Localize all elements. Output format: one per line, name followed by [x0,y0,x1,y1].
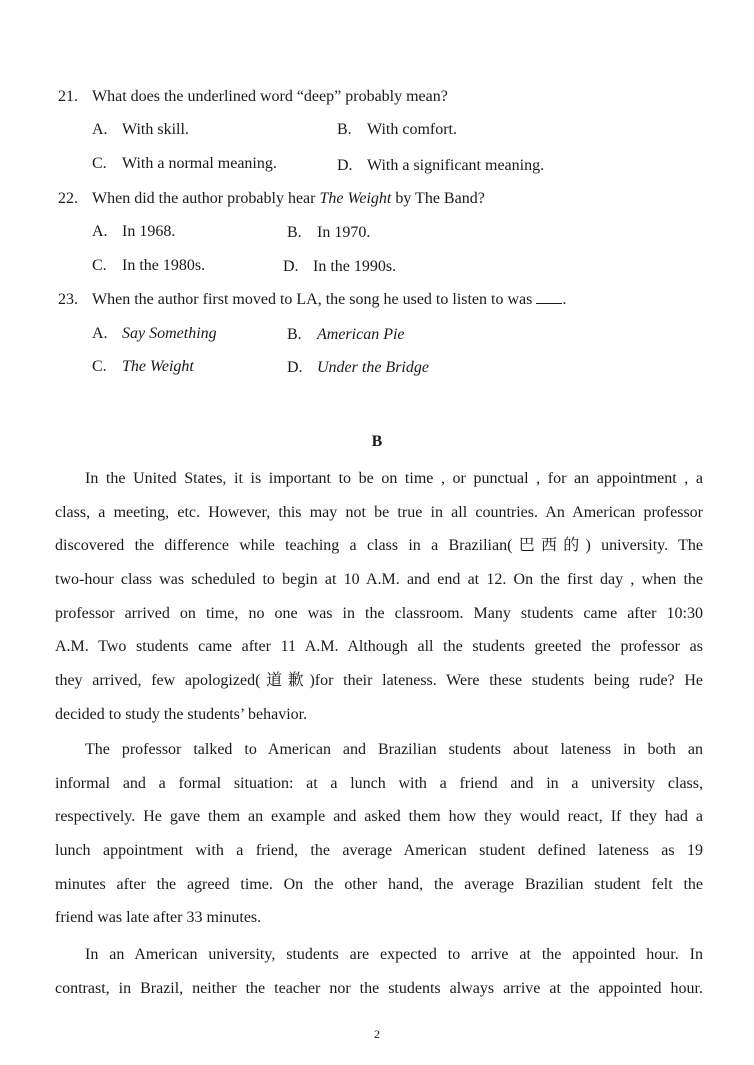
option-letter: B. [287,224,302,241]
paragraph-line: minutes after the agreed time. On the other hand, the average Brazilian student felt the [55,875,703,893]
option-letter: D. [287,359,303,376]
q22-option-a[interactable] [92,223,175,241]
question-stem-start: When did the author probably hear [92,190,320,207]
paragraph-line: A.M. Two students came after 11 A.M. Although all the students greeted the professor as [55,638,703,656]
q22-option-d[interactable] [283,258,396,276]
passage-paragraph-1 [55,462,703,732]
option-text: In the 1980s. [122,257,206,274]
option-text: With skill. [122,121,189,138]
passage-paragraph-2 [55,733,703,935]
song-title: The Weight [319,190,392,207]
option-letter: B. [337,121,352,138]
paragraph-line: discovered the difference while teaching a class in a Brazilian(巴西的) university. The [55,537,703,555]
page-number: 2 [374,1027,380,1041]
paragraph-line: two-hour class was scheduled to begin at 10 A.M. and end at 12. On the first day , when the [55,571,703,589]
option-text: The Weight [122,358,194,375]
q23-option-d[interactable] [287,359,429,377]
option-letter: A. [92,223,108,240]
q23-option-b[interactable] [287,326,405,344]
option-letter: B. [287,326,302,343]
option-text: With comfort. [367,121,457,138]
option-text: In 1970. [317,224,371,241]
q22-option-c[interactable] [92,257,205,275]
paragraph-line: friend was late after 33 minutes. [55,909,262,927]
question-stem-end: . [562,291,567,308]
q23-option-a[interactable] [92,325,217,343]
option-text: Under the Bridge [317,359,429,376]
option-letter: C. [92,257,107,274]
paragraph-line: In an American university, students are expected to arrive at the appointed hour. In [85,946,703,963]
option-letter: D. [337,157,353,174]
paragraph-line: decided to study the students’ behavior. [55,705,308,723]
passage-paragraph-3 [55,938,703,1005]
question-number: 21. [58,88,78,105]
question-22 [58,190,485,208]
option-text: In 1968. [122,223,176,240]
paragraph-line: class, a meeting, etc. However, this may not be true in all countries. An American professor [55,503,703,521]
q23-option-c[interactable] [92,358,194,376]
option-letter: C. [92,155,107,172]
q21-option-a[interactable] [92,121,189,139]
q22-option-b[interactable] [287,224,370,242]
question-21 [58,88,448,106]
option-text: American Pie [317,326,405,343]
option-text: With a significant meaning. [367,157,545,174]
paragraph-line: respectively. He gave them an example and asked them how they would react, If they had a [55,808,703,826]
paragraph-line: informal and a formal situation: at a lunch with a friend and in a university class, [55,774,703,792]
question-number: 22. [58,190,78,207]
option-letter: D. [283,258,299,275]
paragraph-line: lunch appointment with a friend, the average American student defined lateness as 19 [55,842,703,860]
option-text: With a normal meaning. [122,155,277,172]
q21-option-c[interactable] [92,155,277,173]
q21-option-d[interactable] [337,157,544,175]
option-letter: A. [92,325,108,342]
option-letter: C. [92,358,107,375]
question-23 [58,291,566,309]
paragraph-line: professor arrived on time, no one was in the classroom. Many students came after 10:30 [55,604,703,622]
option-text: Say Something [122,325,217,342]
q21-option-b[interactable] [337,121,457,139]
question-number: 23. [58,291,78,308]
answer-blank[interactable] [536,291,562,304]
paragraph-line: In the United States, it is important to be on time , or punctual , for an appointment , a [85,470,703,487]
question-stem: What does the underlined word “deep” probably mean? [92,88,448,105]
question-stem: When the author first moved to LA, the song he used to listen to was [92,291,533,308]
option-text: In the 1990s. [313,258,397,275]
option-letter: A. [92,121,108,138]
paragraph-line: contrast, in Brazil, neither the teacher nor the students always arrive at the appointed hour. [55,979,703,997]
paragraph-line: they arrived, few apologized(道歉)for their lateness. Were these students being rude? He [55,672,703,690]
section-title: B [371,433,383,450]
paragraph-line: The professor talked to American and Brazilian students about lateness in both an [85,741,703,758]
question-stem-end: by The Band? [391,190,485,207]
